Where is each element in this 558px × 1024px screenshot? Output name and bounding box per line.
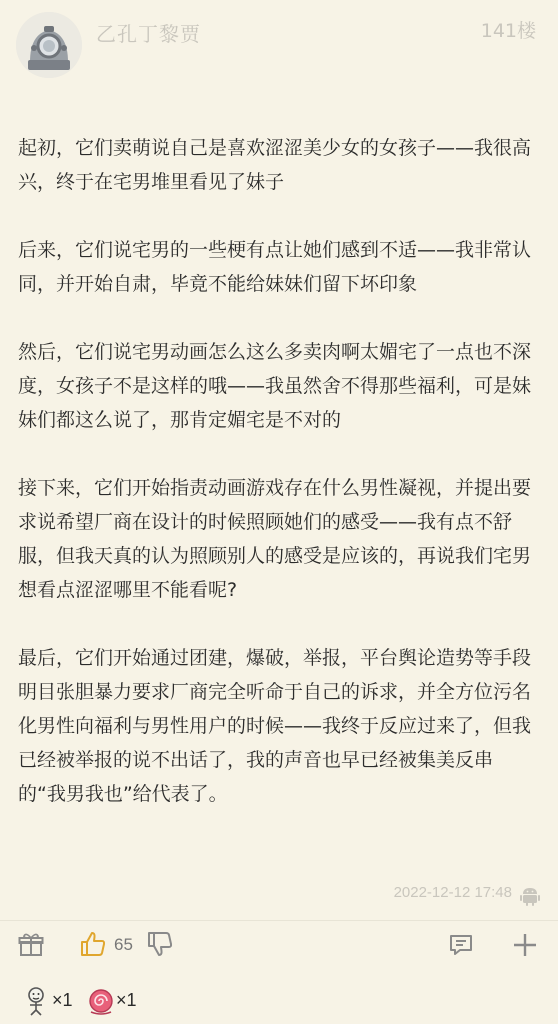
thumbs-up-icon[interactable] [79, 930, 107, 958]
action-bar [0, 928, 558, 968]
like-count: 65 [114, 935, 133, 954]
reaction-sticker[interactable] [22, 984, 82, 1018]
comment-icon[interactable] [448, 932, 474, 958]
reaction-count: ×1 [116, 990, 137, 1010]
post-paragraph: 最后，它们开始通过团建，爆破，举报，平台舆论造势等手段明目张胆暴力要求厂商完全听命于自己的诉求，并全方位污名化男性向福利与男性用户的时候——我终于反应过来了，但我已经被举报的说不出话了，我的声音也早已经被集美反串的“我男我也”给代表了。 [18, 647, 532, 805]
post-header [0, 0, 558, 110]
gift-icon[interactable] [18, 932, 44, 958]
username[interactable]: 乙孔丁黎贾 [96, 22, 201, 46]
post-paragraph: 然后，它们说宅男动画怎么这么多卖肉啊太媚宅了一点也不深度，女孩子不是这样的哦——我虽然舍不得那些福利，可是妹妹们都这么说了，那肯定媚宅是不对的 [18, 341, 532, 431]
post-paragraph: 起初，它们卖萌说自己是喜欢涩涩美少女的女孩子——我很高兴，终于在宅男堆里看见了妹子 [18, 137, 532, 193]
thumbs-down-icon[interactable] [146, 930, 174, 958]
post-paragraph: 接下来，它们开始指责动画游戏存在什么男性凝视，并提出要求说希望厂商在设计的时候照顾她们的感受——我有点不舒服，但我天真的认为照顾别人的感受是应该的，再说我们宅男想看点涩涩哪里不能看呢? [18, 477, 532, 601]
plus-icon[interactable] [512, 932, 538, 958]
timestamp: 2022-12-12 17:48 [393, 884, 512, 901]
doodle-figure-sticker-icon [22, 986, 50, 1016]
divider [0, 920, 558, 921]
floor-number: 141楼 [480, 20, 536, 42]
reaction-count: ×1 [52, 990, 73, 1010]
post-meta [0, 884, 558, 908]
diving-helmet-avatar-icon [16, 12, 82, 78]
post-paragraph: 后来，它们说宅男的一些梗有点让她们感到不适——我非常认同，并开始自肃，毕竟不能给妹妹们留下坏印象 [18, 239, 532, 295]
reactions-row [0, 984, 558, 1018]
android-icon [520, 885, 540, 907]
post-content [18, 131, 540, 811]
avatar[interactable] [16, 12, 82, 78]
swirl-snail-sticker-icon [88, 986, 114, 1016]
reaction-sticker[interactable] [88, 984, 148, 1018]
